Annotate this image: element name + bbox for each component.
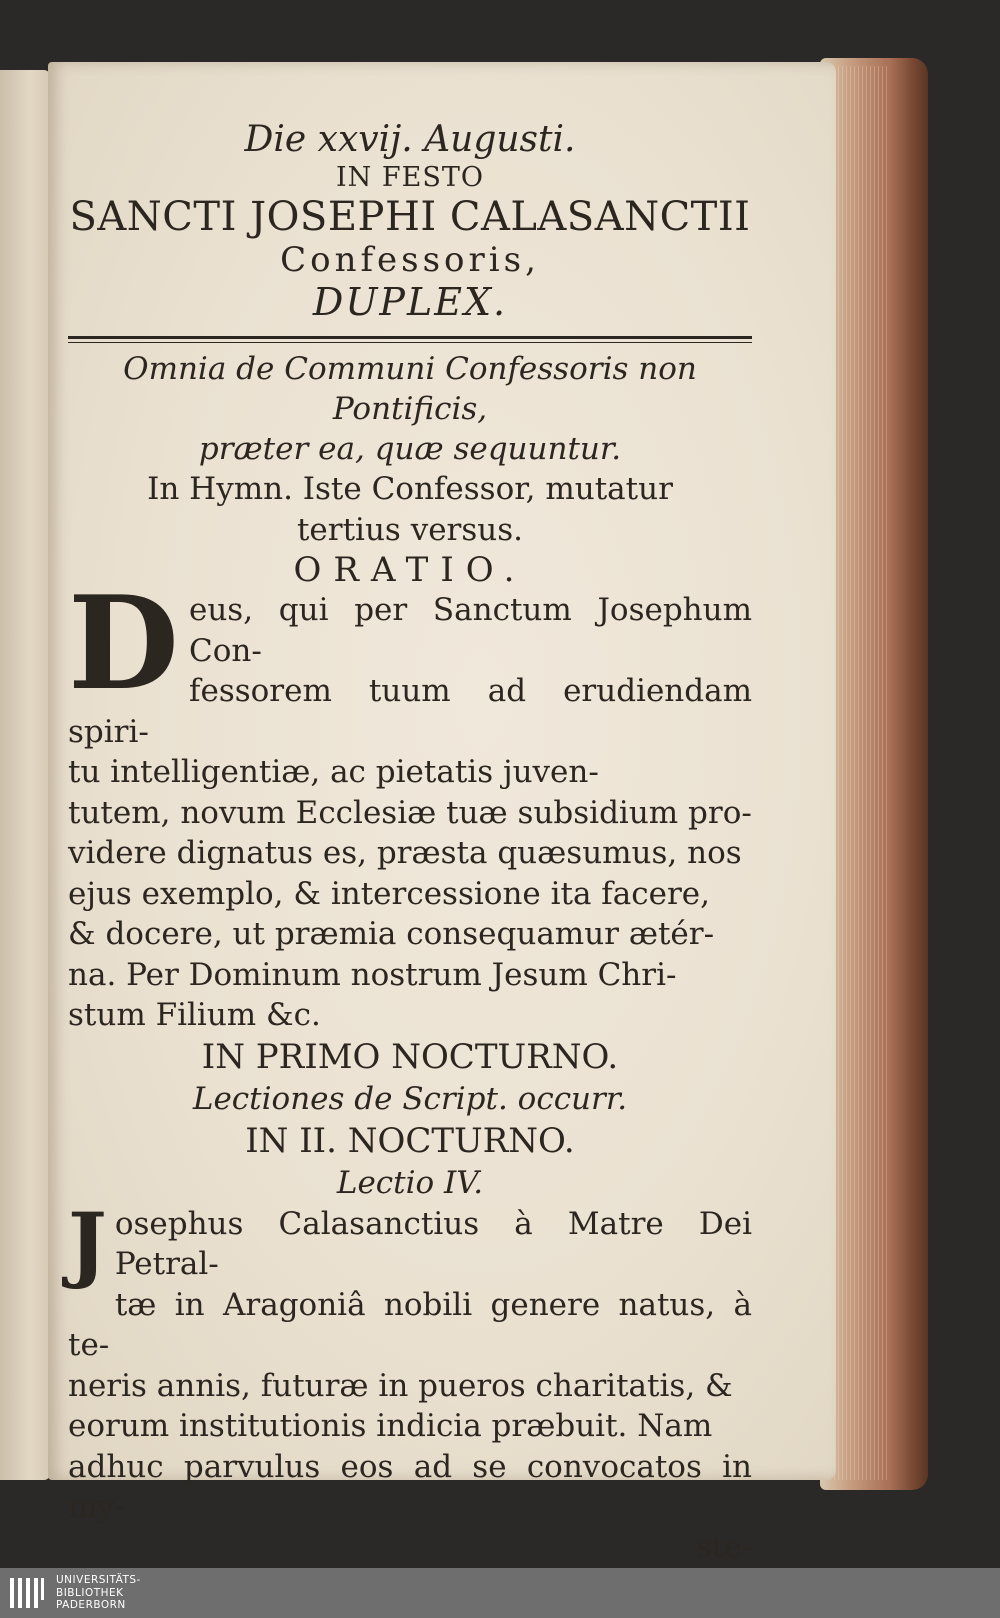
- library-name-line-2: BIBLIOTHEK: [56, 1586, 124, 1599]
- catchword: ste-: [696, 1529, 752, 1565]
- lectio-line: adhuc parvulus eos ad se convocatos in my-: [68, 1448, 752, 1525]
- oratio-line: videre dignatus es, præsta quæsumus, nos: [68, 835, 742, 871]
- rubric-line-4: tertius versus.: [296, 511, 524, 548]
- rubric-line-1: Omnia de Communi Confessoris non Pontificis,: [123, 351, 697, 427]
- rule-thin: [68, 342, 752, 343]
- lectio-line: neris annis, futuræ in pueros charitatis, &: [68, 1367, 733, 1404]
- lectio-line: osephus Calasanctius à Matre Dei Petral-: [114, 1205, 752, 1282]
- oratio-line: eus, qui per Sanctum Josephum Con-: [189, 592, 752, 669]
- rubric-line-3: In Hymn. Iste Confessor, mutatur: [147, 471, 673, 507]
- nocturn-2-title: IN II. NOCTURNO.: [245, 1120, 575, 1161]
- oratio-title: ORATIO.: [293, 550, 527, 590]
- oratio-line: tutem, novum Ecclesiæ tuæ subsidium pro-: [68, 794, 752, 831]
- left-page-edge: [0, 70, 50, 1480]
- library-name-line-3: PADERBORN: [56, 1599, 126, 1611]
- oratio-line: ejus exemplo, & intercessione ita facere,: [68, 875, 710, 912]
- lectio-dropcap: J: [68, 1195, 107, 1292]
- lectio-line: eorum institutionis indicia præbuit. Nam: [68, 1408, 713, 1444]
- saint-name-heading: SANCTI JOSEPHI CALASANCTII: [69, 194, 751, 240]
- nocturn-1-title: IN PRIMO NOCTURNO.: [201, 1036, 619, 1077]
- rubric-line-2: præter ea, quæ sequuntur.: [198, 431, 622, 467]
- oratio-line: na. Per Dominum nostrum Jesum Chri-: [68, 956, 677, 993]
- nocturn-1-note: Lectiones de Script. occurr.: [192, 1080, 628, 1117]
- page-edge-lines: [830, 66, 890, 1480]
- in-festo-heading: IN FESTO: [336, 162, 484, 193]
- lectio-paragraph: [68, 1195, 752, 1528]
- feast-date: Die xxvij. Augusti.: [244, 119, 576, 160]
- oratio-line: tu intelligentiæ, ac pietatis juven-: [68, 754, 599, 790]
- library-name-line-1: UNIVERSITÄTS-: [56, 1574, 141, 1586]
- library-logo-icon: [8, 1574, 48, 1612]
- rite-heading: DUPLEX.: [312, 280, 508, 324]
- oratio-line: & docere, ut præmia consequamur ætér-: [68, 916, 715, 952]
- oratio-dropcap: D: [68, 569, 179, 719]
- library-name: [56, 1574, 141, 1612]
- oratio-line: fessorem tuum ad erudiendam spiri-: [68, 673, 752, 750]
- lectio-line: tæ in Aragoniâ nobili genere natus, à te-: [68, 1286, 752, 1363]
- library-footer: [0, 1568, 1000, 1618]
- page-text: [68, 118, 752, 1568]
- confessoris-heading: Confessoris,: [280, 240, 540, 280]
- oratio-line: stum Filium &c.: [68, 997, 321, 1033]
- rule-thick: [68, 336, 752, 339]
- lectio-4-heading: Lectio IV.: [336, 1164, 484, 1201]
- double-rule: [68, 336, 752, 343]
